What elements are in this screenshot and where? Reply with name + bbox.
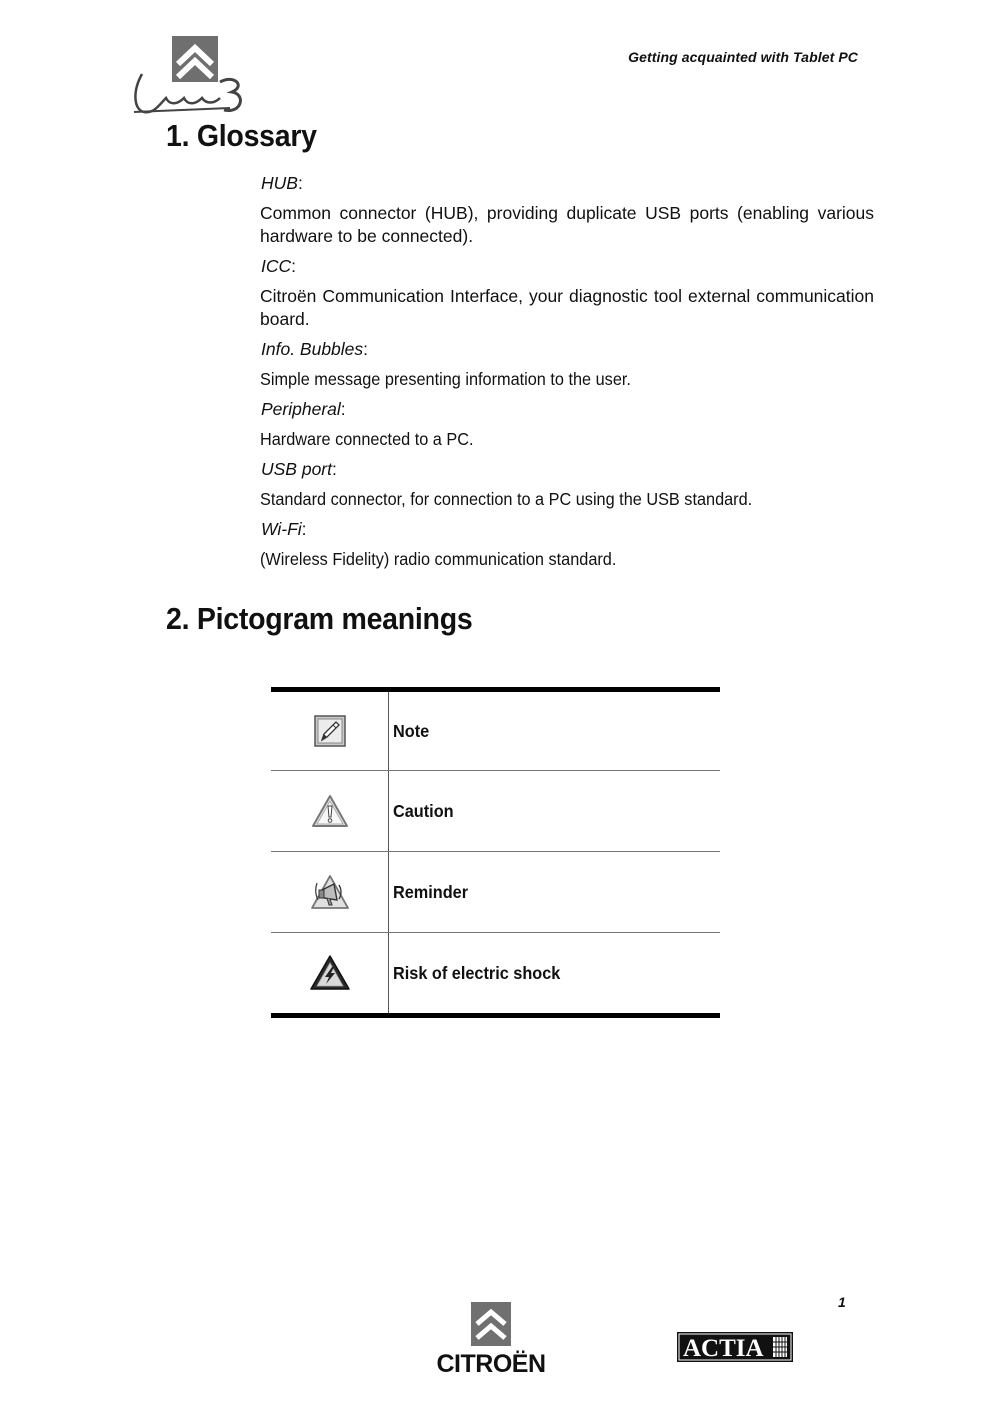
citroen-wordmark: CITROËN <box>436 1350 546 1378</box>
glossary-term: Wi-Fi: <box>261 519 307 539</box>
glossary-term: Peripheral: <box>261 399 346 419</box>
glossary-heading: 1. Glossary <box>166 118 317 153</box>
glossary-list <box>261 172 874 578</box>
pictogram-label: Reminder <box>393 881 469 902</box>
glossary-definition: Citroën Communication Interface, your diagnostic tool external communication board. <box>260 286 874 329</box>
glossary-definition: Simple message presenting information to the user. <box>260 369 631 389</box>
table-row <box>271 770 720 851</box>
table-row <box>271 932 720 1013</box>
glossary-term: USB port: <box>261 459 337 479</box>
glossary-term: ICC: <box>261 256 297 276</box>
page-number: 1 <box>838 1294 846 1310</box>
citroen-logo <box>428 1302 554 1378</box>
pencil-note-icon <box>312 713 348 749</box>
actia-wordmark: ACTIA <box>683 1335 764 1362</box>
glossary-definition: Standard connector, for connection to a PC using the USB standard. <box>260 489 753 509</box>
reminder-megaphone-icon <box>309 873 351 911</box>
pictogram-label: Note <box>393 720 430 741</box>
glossary-term: Info. Bubbles: <box>261 339 369 359</box>
table-row <box>271 851 720 932</box>
pictogram-label: Risk of electric shock <box>393 962 561 983</box>
table-row <box>271 692 720 770</box>
pictogram-label: Caution <box>393 800 454 821</box>
header-title: Getting acquainted with Tablet PC <box>628 49 858 65</box>
glossary-definition: Hardware connected to a PC. <box>260 429 474 449</box>
glossary-definition: Common connector (HUB), providing duplicate USB ports (enabling various hardware to be connected). <box>260 203 874 246</box>
actia-logo <box>677 1332 793 1362</box>
glossary-definition: (Wireless Fidelity) radio communication standard. <box>260 549 617 569</box>
electric-shock-icon <box>309 954 351 992</box>
pictogram-table <box>271 687 720 1018</box>
pictograms-heading: 2. Pictogram meanings <box>166 601 473 636</box>
caution-triangle-icon <box>310 793 350 829</box>
glossary-term: HUB: <box>261 173 303 193</box>
lexia3-logo <box>130 34 246 118</box>
